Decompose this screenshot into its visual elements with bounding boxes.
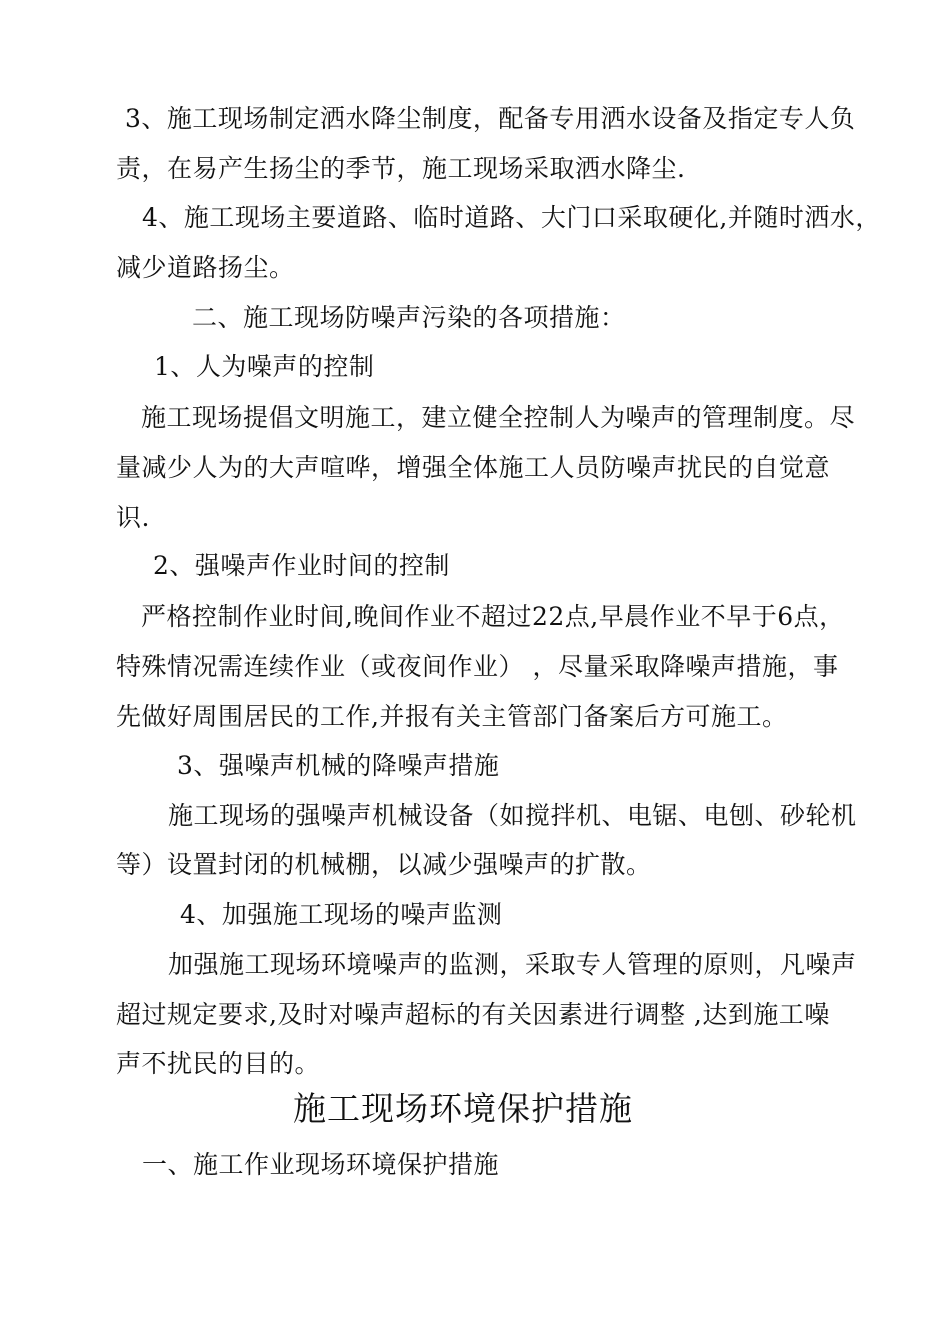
paragraph-line: 施工现场提倡文明施工，建立健全控制人为噪声的管理制度。尽 — [141, 403, 856, 432]
paragraph-line: 先做好周围居民的工作,并报有关主管部门备案后方可施工。 — [116, 702, 788, 731]
paragraph-line: 减少道路扬尘。 — [116, 253, 295, 282]
section-title: 施工现场环境保护措施 — [293, 1089, 633, 1128]
paragraph-line: 声不扰民的目的。 — [116, 1049, 321, 1078]
subheading: 3、强噪声机械的降噪声措施 — [177, 751, 500, 780]
subheading: 1、人为噪声的控制 — [154, 352, 375, 381]
paragraph-line: 特殊情况需连续作业（或夜间作业） ，尽量采取降噪声措施，事 — [116, 652, 839, 681]
paragraph-line: 严格控制作业时间,晚间作业不超过22点,早晨作业不早于6点， — [141, 602, 845, 631]
paragraph-line: 等）设置封闭的机械棚，以减少强噪声的扩散。 — [116, 850, 652, 879]
subheading: 4、加强施工现场的噪声监测 — [180, 900, 503, 929]
subsection-heading: 一、施工作业现场环境保护措施 — [142, 1150, 500, 1179]
paragraph-line: 责，在易产生扬尘的季节，施工现场采取洒水降尘. — [116, 154, 686, 183]
paragraph-line: 3、施工现场制定洒水降尘制度，配备专用洒水设备及指定专人负 — [125, 104, 856, 133]
section-heading: 二、施工现场防噪声污染的各项措施： — [192, 303, 626, 332]
paragraph-line: 超过规定要求,及时对噪声超标的有关因素进行调整 ,达到施工噪 — [116, 1000, 830, 1029]
subheading: 2、强噪声作业时间的控制 — [153, 551, 450, 580]
paragraph-line: 量减少人为的大声喧哗，增强全体施工人员防噪声扰民的自觉意 — [116, 453, 831, 482]
paragraph-line: 识. — [116, 503, 150, 532]
paragraph-line: 加强施工现场环境噪声的监测，采取专人管理的原则，凡噪声 — [168, 950, 857, 979]
paragraph-line: 施工现场的强噪声机械设备（如搅拌机、电锯、电刨、砂轮机 — [168, 801, 857, 830]
paragraph-line: 4、施工现场主要道路、临时道路、大门口采取硬化,并随时洒水， — [142, 203, 881, 232]
